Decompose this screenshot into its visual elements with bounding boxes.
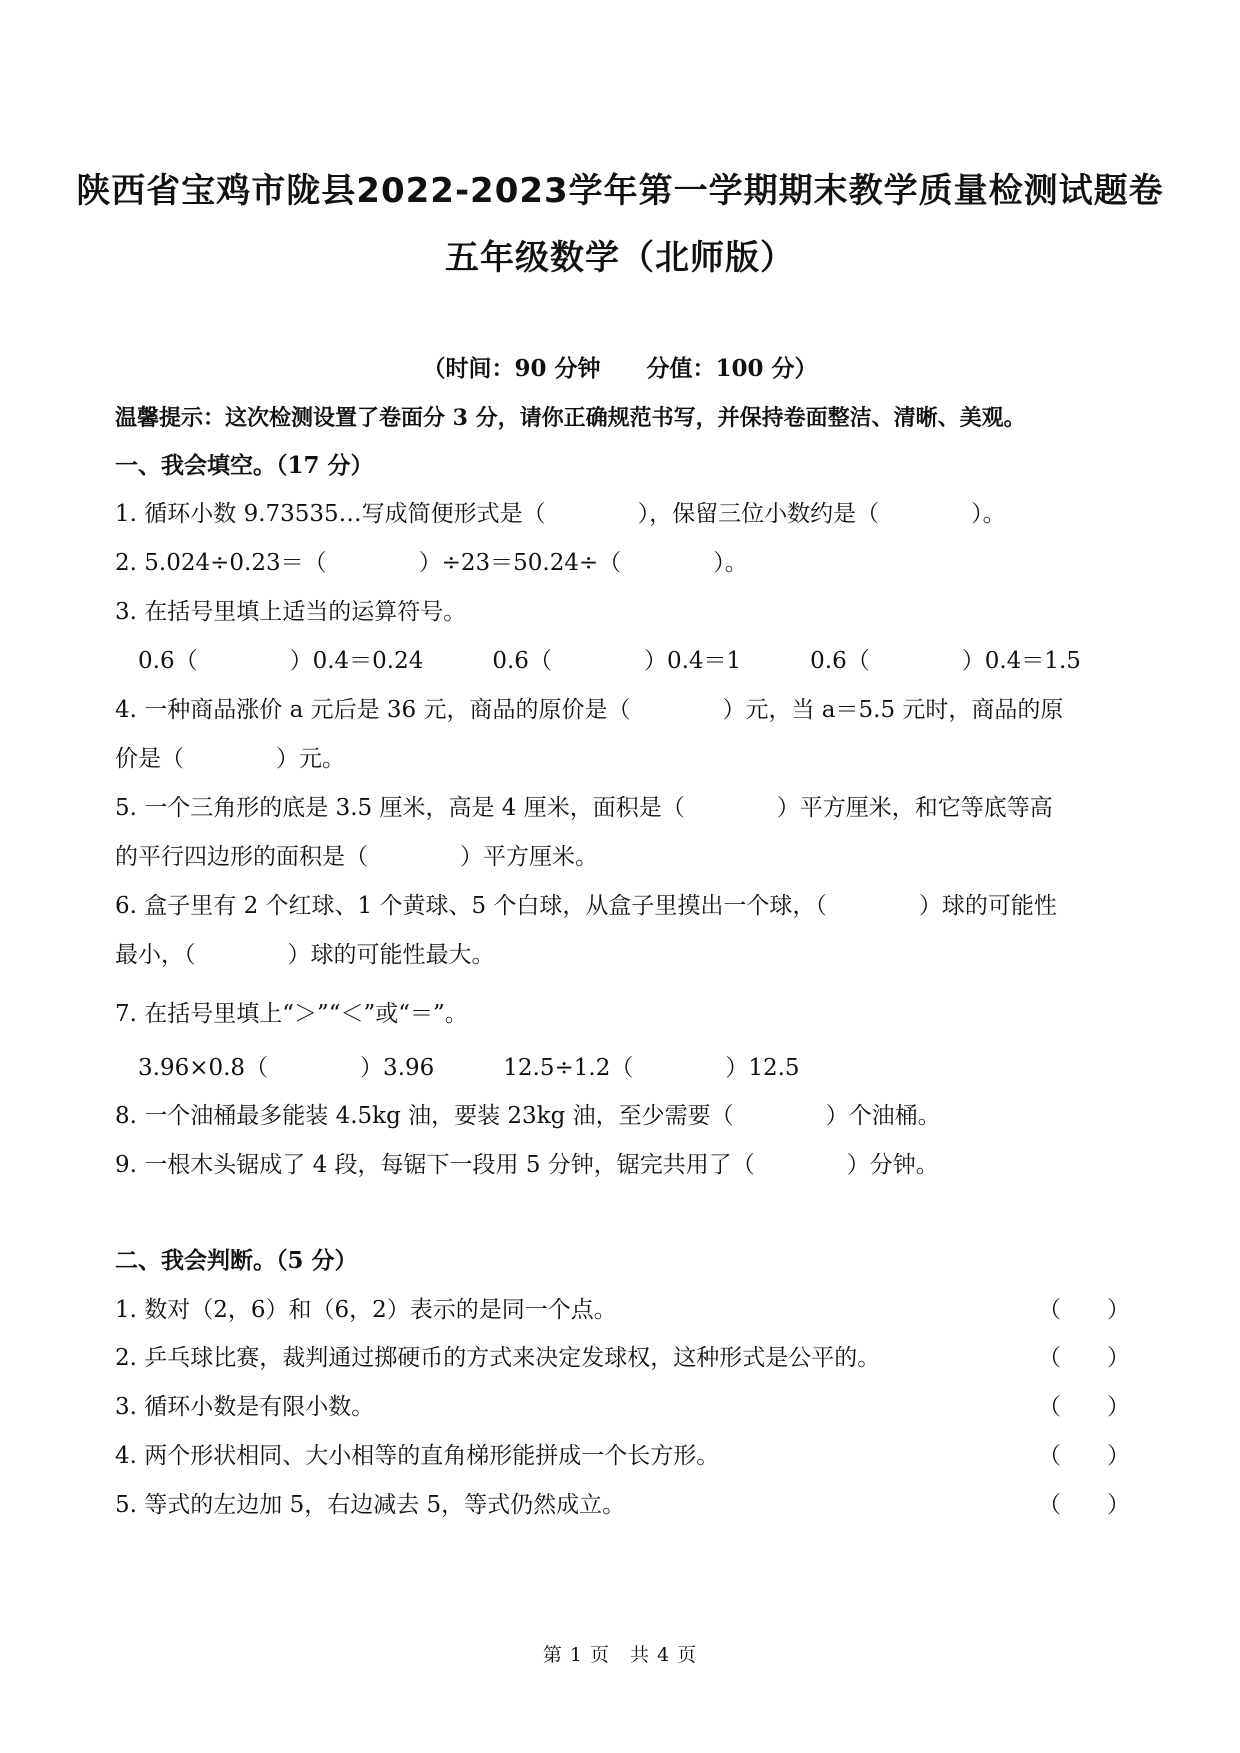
exam-title: 陕西省宝鸡市陇县2022-2023学年第一学期期末教学质量检测试题卷 bbox=[76, 171, 1164, 211]
answer-paren[interactable]: （ ） bbox=[1038, 1345, 1130, 1371]
judge-item-text: 1. 数对（2，6）和（6，2）表示的是同一个点。 bbox=[115, 1297, 617, 1323]
judge-item-text: 5. 等式的左边加 5，右边减去 5，等式仍然成立。 bbox=[115, 1492, 626, 1518]
section1-heading: 一、我会填空。（17 分） bbox=[115, 452, 374, 479]
exam-subtitle: 五年级数学（北师版） bbox=[445, 238, 795, 278]
tip-text: 温馨提示：这次检测设置了卷面分 3 分，请你正确规范书写，并保持卷面整洁、清晰、美观。 bbox=[115, 405, 1026, 431]
question-line: 最小，（ ）球的可能性最大。 bbox=[115, 942, 495, 968]
question-line: 6. 盒子里有 2 个红球、1 个黄球、5 个白球，从盒子里摸出一个球，（ ）球的可能性 bbox=[115, 893, 1057, 919]
judge-item-text: 3. 循环小数是有限小数。 bbox=[115, 1394, 375, 1420]
question-line: 0.6（ ）0.4＝0.24 0.6（ ）0.4＝1 0.6（ ）0.4＝1.5 bbox=[138, 648, 1081, 674]
question-line: 5. 一个三角形的底是 3.5 厘米，高是 4 厘米，面积是（ ）平方厘米，和它等底等高 bbox=[115, 795, 1053, 821]
answer-paren[interactable]: （ ） bbox=[1038, 1443, 1130, 1469]
answer-paren[interactable]: （ ） bbox=[1038, 1492, 1130, 1518]
question-line: 的平行四边形的面积是（ ）平方厘米。 bbox=[115, 844, 598, 870]
answer-paren[interactable]: （ ） bbox=[1038, 1394, 1130, 1420]
question-line: 2. 5.024÷0.23＝（ ）÷23＝50.24÷（ ）。 bbox=[115, 550, 748, 576]
page-number: 第 1 页 共 4 页 bbox=[542, 1644, 698, 1666]
question-line: 3. 在括号里填上适当的运算符号。 bbox=[115, 599, 467, 625]
question-line: 价是（ ）元。 bbox=[115, 746, 345, 772]
section2-heading: 二、我会判断。（5 分） bbox=[115, 1247, 358, 1274]
question-line: 9. 一根木头锯成了 4 段，每锯下一段用 5 分钟，锯完共用了（ ）分钟。 bbox=[115, 1152, 939, 1178]
judge-item-text: 4. 两个形状相同、大小相等的直角梯形能拼成一个长方形。 bbox=[115, 1443, 720, 1469]
time-info: （时间：90 分钟 分值：100 分） bbox=[422, 355, 818, 382]
question-line: 8. 一个油桶最多能装 4.5kg 油，要装 23kg 油，至少需要（ ）个油桶。 bbox=[115, 1103, 941, 1129]
question-line: 7. 在括号里填上“＞”“＜”或“＝”。 bbox=[115, 1001, 468, 1027]
question-line: 3.96×0.8（ ）3.96 12.5÷1.2（ ）12.5 bbox=[138, 1055, 800, 1081]
judge-item-text: 2. 乒乓球比赛，裁判通过掷硬币的方式来决定发球权，这种形式是公平的。 bbox=[115, 1345, 881, 1371]
question-line: 1. 循环小数 9.73535…写成简便形式是（ ），保留三位小数约是（ ）。 bbox=[115, 501, 1006, 527]
question-line: 4. 一种商品涨价 a 元后是 36 元，商品的原价是（ ）元，当 a＝5.5 元时，商品的原 bbox=[115, 697, 1064, 723]
answer-paren[interactable]: （ ） bbox=[1038, 1297, 1130, 1323]
